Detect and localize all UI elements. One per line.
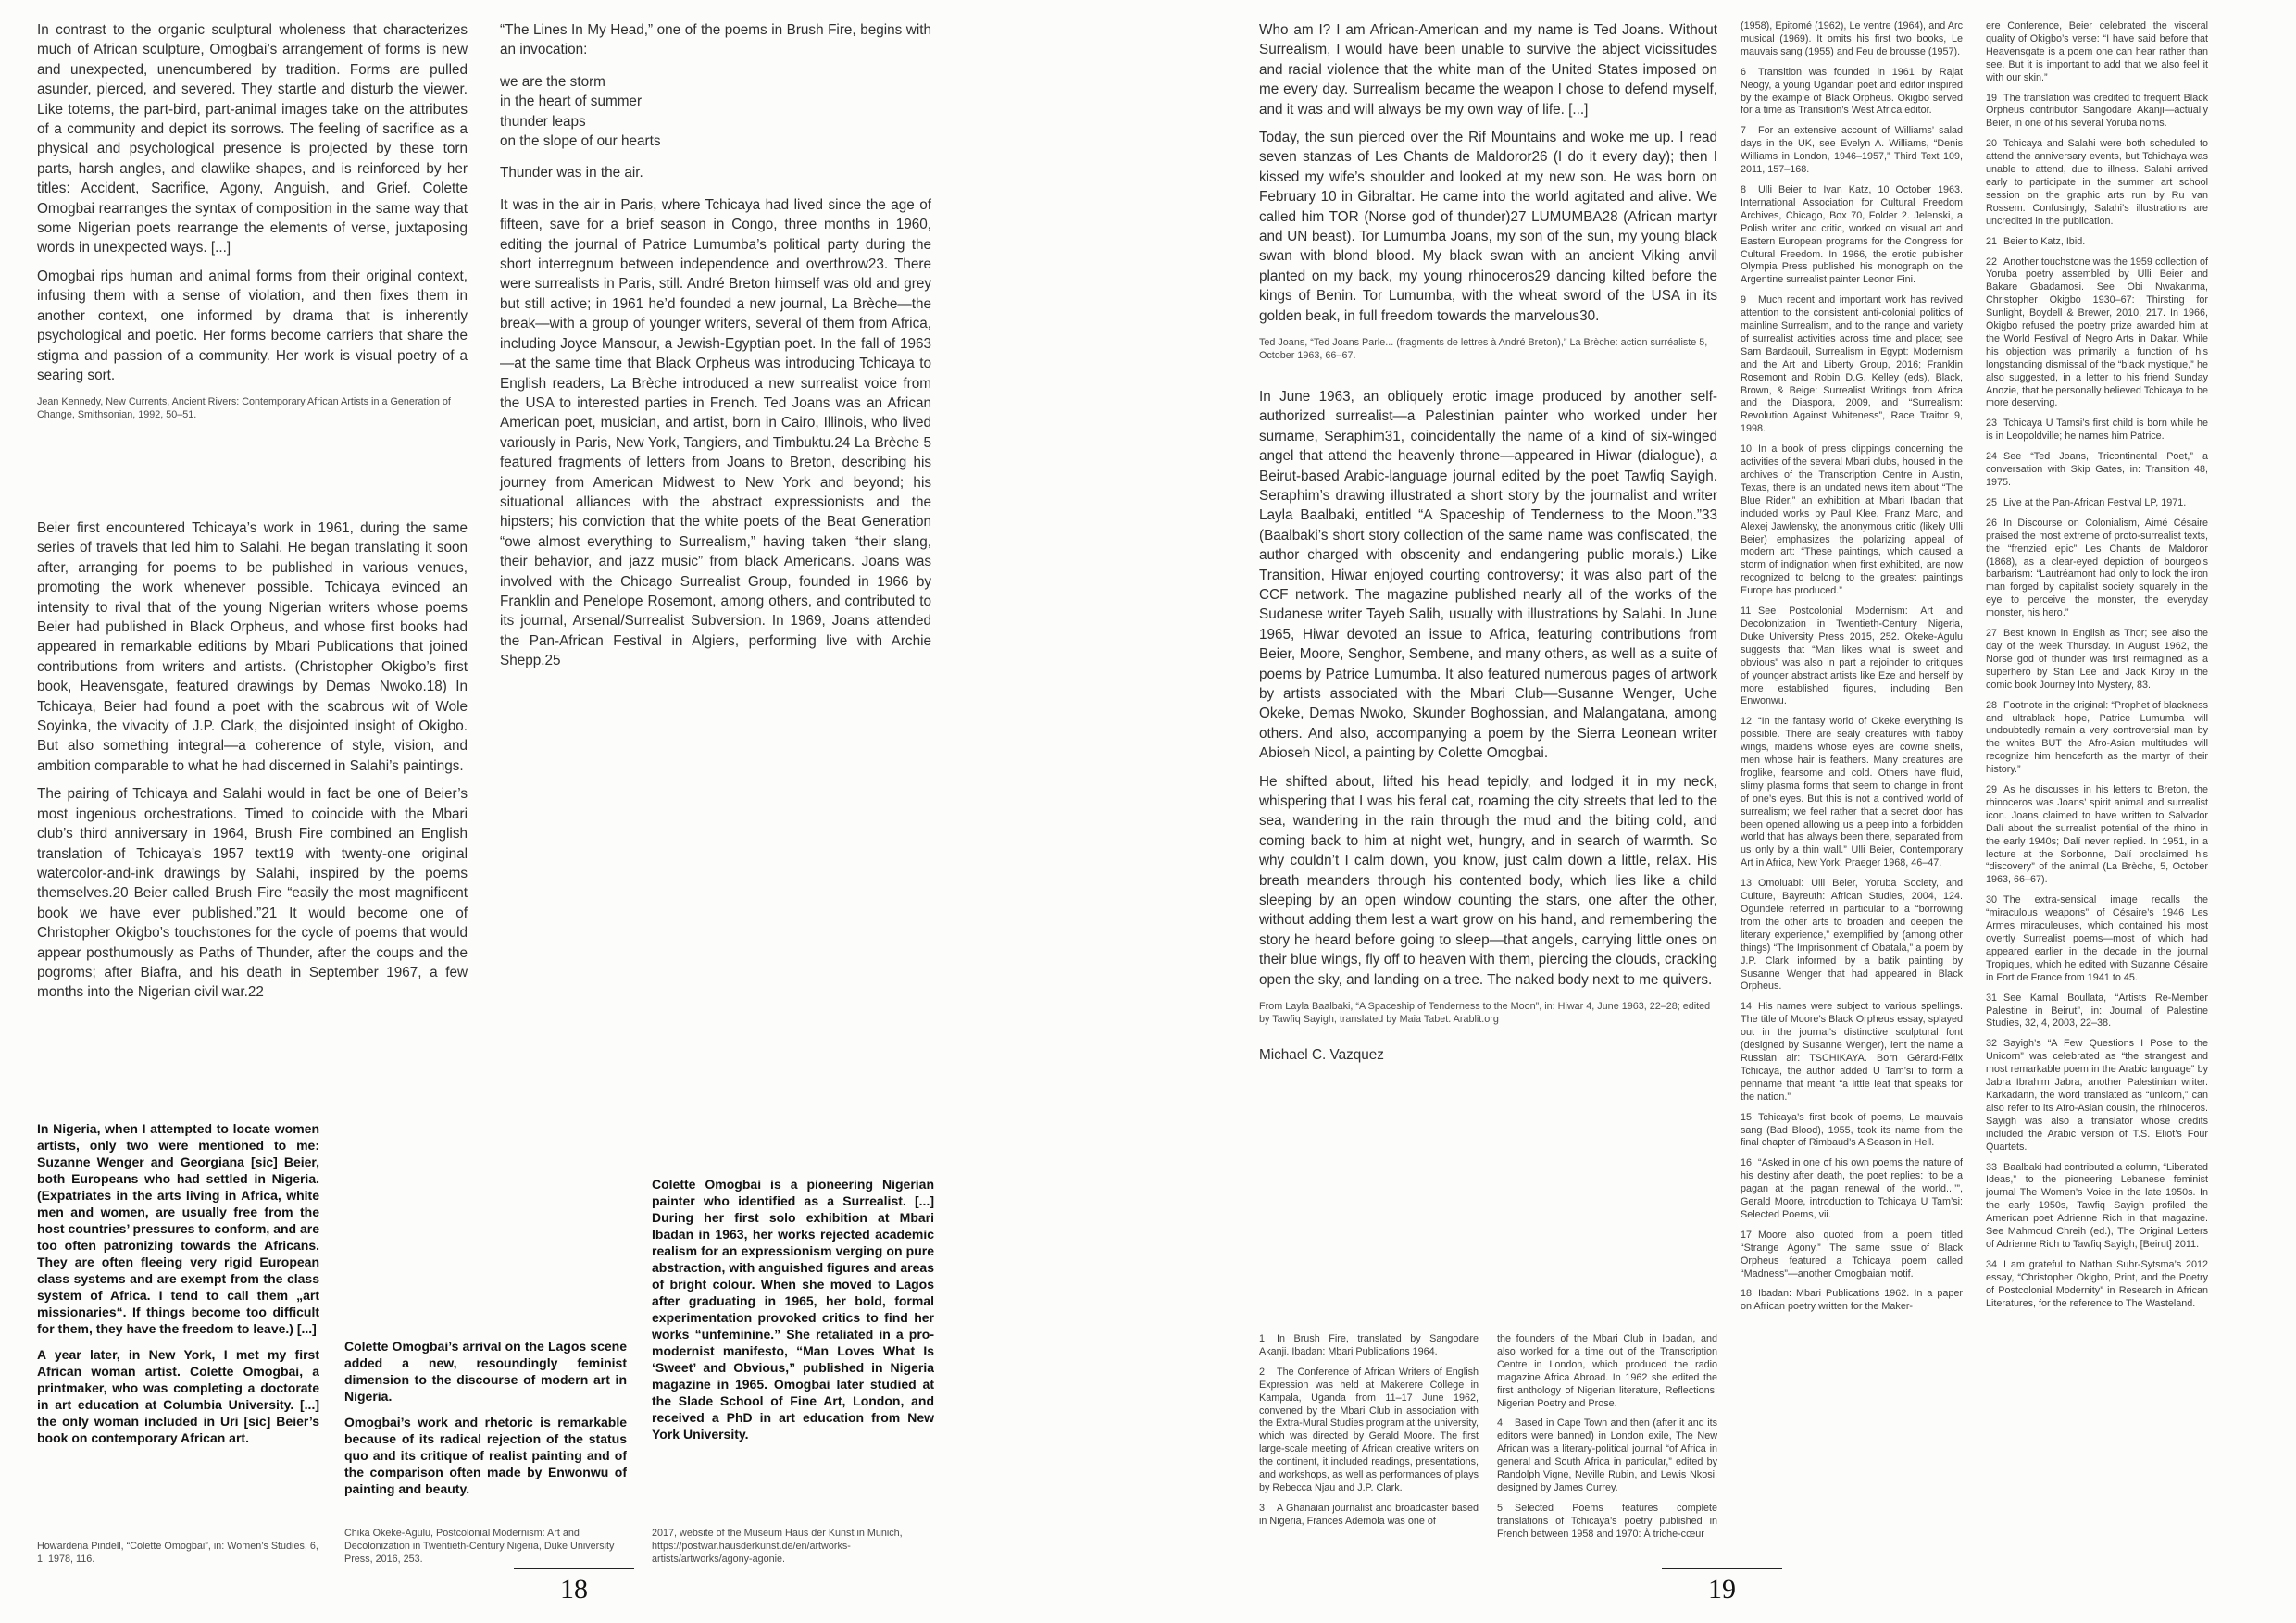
footnote (1741, 125, 1963, 177)
footnote-number: 21 (1986, 235, 1998, 247)
footnote-number: 5 (1497, 1502, 1504, 1514)
footnote-text: Beier to Katz, Ibid. (2003, 235, 2086, 247)
paragraph: In June 1963, an obliquely erotic image produced by another self-authorized surrealist—a Palestinian painter who worked under her surname, Seraphim31, coincidentally the name of a kind of six-winged angel that attend the heavenly throne—appeared in Hiwar (dialogue), a Beirut-based Arabic-language journal edited by the poet Tawfiq Sayigh. Seraphim’s drawing illustrated a short story by the journalist and writer Layla Baalbaki, entitled “A Spaceship of Tenderness to the Moon.”33 (Baalbaki’s short story collection of the same name was confiscated, the author charged with obscenity and endangering public morals.) Like Transition, Hiwar enjoyed courting controversy; it was also part of the CCF network. The magazine published nearly all of the works of the Sudanese writer Tayeb Salih, usually with illustrations by Salahi. In June 1965, Hiwar devoted an issue to Africa, featuring contributions from Beier, Moore, Senghor, Sembene, and many others, as well as a suite of poems by Patrice Lumumba. It also featured numerous pages of artwork by artists associated with the Mbari Club—Susanne Wenger, Uche Okeke, Demas Nwoko, Skunder Boghossian, and Malangatana, among others. And also, accompanying a poem by the Sierra Leonean writer Abioseh Nicol, a painting by Colette Omogbai. (1259, 388, 1717, 762)
footnote-text: ere Conference, Beier celebrated the visceral quality of Okigbo’s verse: “I have said before that Heavensgate is a poem one can hear rather than see. But it is important to add that we also feel it with our skin.” (1986, 20, 2208, 83)
p18-col1-paragraphs-b (37, 518, 468, 1003)
p18-col1-bottom (37, 518, 468, 1011)
pull-quote-paragraph: Colette Omogbai’s arrival on the Lagos scene added a new, resoundingly feminist dimension to the discourse of modern art in Nigeria. (344, 1339, 627, 1404)
footnote (1986, 497, 2208, 510)
p18-col1-paragraphs-a (37, 20, 468, 385)
page-number-19: 19 (1662, 1568, 1782, 1605)
kennedy-citation: Jean Kennedy, New Currents, Ancient Rivers: Contemporary African Artists in a Generation of Change, Smithsonian, 1992, 50–51. (37, 396, 451, 421)
footnote (1986, 993, 2208, 1031)
footnote (1741, 184, 1963, 287)
footnote (1986, 700, 2208, 777)
footnote-number: 16 (1741, 1157, 1753, 1169)
footnote-number: 33 (1986, 1161, 1998, 1173)
footnote-text: Omoluabi: Ulli Beier, Yoruba Society, and Culture, Bayreuth: African Studies, 2004, 124. Ogundele referred in particular to a “borrowing from the other arts to broaden and deepen the literary experience,” exemplified by (among other things) “The Imprisonment of Obatala,” a poem by J.P. Clark informed by a batik painting by Susanne Wenger that had appeared in Black Orpheus. (1741, 878, 1963, 993)
footnote-text: (1958), Epitomé (1962), Le ventre (1964), and Arc musical (1969). It omits his first two books, Le mauvais sang (1955) and Feu de brousse (1957). (1741, 20, 1963, 57)
paragraph: It was in the air in Paris, where Tchicaya had lived since the age of fifteen, save for a brief season in Congo, three months in 1960, editing the journal of Patrice Lumumba’s political party during the short interregnum between independence and overthrow23. There were surrealists in Paris, still. André Breton himself was old and grey but still active; in 1961 he’d founded a new journal, La Brèche—the break—with a group of younger writers, several of them from Africa, including Joyce Mansour, a Jewish-Egyptian poet. In the fall of 1963—at the same time that Black Orpheus was introducing Tchicaya to English readers, La Brèche introduced a new surrealist voice from the USA to interested parties in French. Ted Joans was an African American poet, musician, and artist, born in Cairo, Illinois, who lived variously in Paris, New York, Tangiers, and Timbuktu.24 La Brèche 5 featured fragments of letters from Joans to Breton, describing his journey from American Midwest to New York and beyond; his situational alliances with the abstract expressionists and the hipsters; his conviction that the white poets of the Beat Generation “owe almost everything to Surrealism,” having taken “their slang, their behavior, and jazz music” from black Americans. Joans was involved with the Chicago Surrealist Group, founded in 1966 by Franklin and Penelope Rosemont, among others, and contributed to its journal, Arsenal/Surrealist Subversion. In 1969, Joans attended the Pan-African Festival in Algiers, performing live with Archie Shepp.25 (500, 196, 931, 669)
pull-quote-paragraph: A year later, in New York, I met my first African woman artist. Colette Omogbai, a printmaker, who was completing a doctorate in art education at Columbia University. [...] the only woman included in Uri [sic] Beier’s book on contemporary African art. (37, 1347, 319, 1445)
poem-line: thunder leaps (500, 113, 586, 130)
interlude-line: Thunder was in the air. (500, 165, 643, 181)
footnotes-column-d (1986, 20, 2208, 1567)
footnote-number: 15 (1741, 1111, 1753, 1123)
footnote-text: “In the fantasy world of Okeke everything is possible. There are sealy creatures with flabby wings, maidens whose eyes are cowrie shells, men whose hair is feathers. Many creatures are froglike, fearsome and cold. Others have fluid, slimy plasma forms that seem to change in front of one’s eyes. But this is not a contrived world of surrealism; we feel rather that a secret door has been opened allowing us a peep into a forbidden world that has always been there, separated from us only by a thin wall.” Ulli Beier, Contemporary Art in Africa, New York: Praeger 1968, 46–47. (1741, 716, 1963, 869)
paragraph: In contrast to the organic sculptural wholeness that characterizes much of African sculpture, Omogbai’s arrangement of forms is new and unexpected, unencumbered by tradition. Forms are pulled asunder, pierced, and severed. They startle and disturb the viewer. Like totems, the part-bird, part-animal images take on the attributes of a community and depict its sorrows. The feeling of sacrifice as a physical and psychological presence is projected by these torn parts, harsh angles, and clawlike shapes, and is reinforced by her titles: Accident, Sacrifice, Agony, Anguish, and Grief. Colette Omogbai rearranges the syntax of composition in the same way that some Nigerian poets rearrange the elements of verse, juxtaposing words in unexpected ways. [...] (37, 22, 468, 256)
footnote-text: In Discourse on Colonialism, Aimé Césaire praised the most extreme of proto-surrealist texts, the “frenzied epic” Les Chants de Maldoror (1868), as a clear-eyed depiction of bourgeois barbarism: “Lautréamont had only to look the iron man forged by capitalist society squarely in the eye to perceive the monster, the everyday monster, his hero.” (1986, 517, 2208, 619)
pindell-citation: Howardena Pindell, “Colette Omogbai”, in: Women’s Studies, 6, 1, 1978, 116. (37, 1541, 318, 1566)
footnote (1741, 1288, 1963, 1314)
footnote-number: 8 (1741, 183, 1747, 195)
footnote-number: 23 (1986, 418, 1998, 430)
footnote (1986, 518, 2208, 620)
footnote-number: 13 (1741, 878, 1753, 890)
p19-main-paragraphs-a (1259, 20, 1717, 326)
p19-main-column (1259, 20, 1717, 1064)
footnote-number: 7 (1741, 125, 1747, 137)
footnote-number: 1 (1259, 1333, 1266, 1344)
poem-line: in the heart of summer (500, 94, 643, 110)
p19-main-paragraphs-b (1259, 387, 1717, 990)
footnote-text: Best known in English as Thor; see also the day of the week Thursday. In August 1962, the Norse god of thunder was first reimagined as a superhero by Stan Lee and Jack Kirby in the comic book Journey Into Mystery, 83. (1986, 628, 2208, 691)
ted-joans-citation: Ted Joans, “Ted Joans Parle... (fragments de lettres à André Breton),” La Brèche: action surréaliste 5, October 1963, 66–67. (1259, 337, 1708, 361)
footnotes-column-b (1497, 1333, 1717, 1567)
footnote-text: See “Ted Joans, Tricontinental Poet,” a conversation with Skip Gates, in: Transition 48, 1975. (1986, 451, 2208, 488)
poem-line: on the slope of our hearts (500, 133, 661, 150)
footnote-text: Tchicaya U Tamsi’s first child is born while he is in Leopoldville; he names him Patrice. (1986, 418, 2208, 443)
footnote (1741, 1001, 1963, 1104)
footnote-number: 9 (1741, 294, 1747, 306)
footnote-number: 27 (1986, 628, 1998, 640)
poem-line: we are the storm (500, 73, 605, 90)
footnote (1986, 256, 2208, 411)
pull-quote-paragraph: Omogbai’s work and rhetoric is remarkable because of its radical rejection of the status quo and its critique of realist painting and of the comparison often made by Enwonwu of painting and beauty. (344, 1415, 627, 1496)
footnote-number: 11 (1741, 606, 1752, 618)
author-byline: Michael C. Vazquez (1259, 1046, 1384, 1063)
footnote-text: Selected Poems features complete translations of Tchicaya’s poetry published in French between 1958 and 1970: À triche-cœur (1497, 1502, 1717, 1540)
footnote (1741, 1230, 1963, 1281)
footnote-text: Footnote in the original: “Prophet of blackness and ultrablack hope, Patrice Lumumba will undoubtedly remain a very controversial man by the whites BUT the Afro-Asian multitudes will recognize him henceforth as the martyr of their history.” (1986, 699, 2208, 776)
footnote-number: 22 (1986, 256, 1998, 268)
footnote (1986, 451, 2208, 490)
footnote (1986, 1038, 2208, 1154)
paragraph: Omogbai rips human and animal forms from their original context, infusing them with a sense of violation, and then fixes them in another context, one informed by drama that is inherently psychological and poetic. Her forms become carriers that share the stigma and passion of a community. Her work is visual poetry of a searing sort. (37, 268, 468, 383)
footnote (1986, 138, 2208, 228)
paragraph: Beier first encountered Tchicaya’s work in 1961, during the same series of travels that led him to Salahi. He began translating it soon after, arranging for poems to be published in various venues, promoting the work whenever possible. Tchicaya evinced an intensity to rival that of the young Nigerian writers whose poems Beier had published in Black Orpheus, and whose first books had appeared in remarkable editions by Mbari Publications that joined contributions from writers and artists. (Christopher Okigbo’s first book, Heavensgate, featured drawings by Demas Nwoko.18) In Tchicaya, Beier had found a poet with the scabrous wit of Wole Soyinka, the vivacity of J.P. Clark, the disjointed insight of Okigbo. But also something integral—a coherence of style, vision, and ambition comparable to what he had discerned in Salahi’s paintings. (37, 520, 468, 774)
okeke-agulu-citation: Chika Okeke-Agulu, Postcolonial Modernism: Art and Decolonization in Twentieth-Century Nigeria, Duke University Press, 2016, 253. (344, 1528, 615, 1566)
footnote-text: Sayigh’s “A Few Questions I Pose to the Unicorn” was celebrated as “the strangest and most remarkable poem in the Arabic language” by Jabra Ibrahim Jabra, another Palestinian writer. Karkadann, the word translated as “unicorn,” can also refer to its Afro-Asian cousin, the rhinoceros. Sayigh was also a translator whose credits included the Arabic version of T.S. Eliot’s Four Quartets. (1986, 1038, 2208, 1153)
paragraph: The pairing of Tchicaya and Salahi would in fact be one of Beier’s most ingenious orchestrations. Timed to coincide with the Mbari club’s third anniversary in 1964, Brush Fire combined an English translation of Tchicaya’s 1957 text19 with twenty-one original watercolor-and-ink drawings by Salahi, inspired by the poems themselves.20 Beier called Brush Fire “easily the most magnificent book we have ever published.”21 It would become one of Christopher Okigbo’s touchstones for the cycle of poems that would appear posthumously as Paths of Thunder, after the coups and the pogroms; after Biafra, and his death in September 1967, a few months into the Nigerian civil war.22 (37, 786, 468, 1001)
footnote (1986, 894, 2208, 984)
footnote (1986, 418, 2208, 443)
footnote-text: Based in Cape Town and then (after it and its editors were banned) in London exile, The New African was a literary-political journal “of Africa in general and South Africa in particular,” edited by Randolph Vigne, Neville Rubin, and Lewis Nkosi, designed by James Currey. (1497, 1417, 1717, 1493)
footnote-number: 3 (1259, 1502, 1266, 1514)
footnote-number: 4 (1497, 1417, 1504, 1429)
footnote (1986, 236, 2208, 249)
footnotes-column-c (1741, 20, 1963, 1567)
pull-quote-haus-der-kunst (652, 1176, 934, 1567)
footnote-number: 29 (1986, 784, 1998, 796)
footnote (1259, 1367, 1479, 1495)
footnote-number: 12 (1741, 716, 1753, 728)
footnote-text: Tchicaya and Salahi were both scheduled to attend the anniversary events, but Tchichaya was unable to attend, due to illness. Salahi arrived early to participate in the summer art school session on the graphic arts run by Ru van Rossem. Confusingly, Salahi’s illustrations are uncredited in the publication. (1986, 138, 2208, 227)
paragraph: Who am I? I am African-American and my name is Ted Joans. Without Surrealism, I would have been unable to survive the abject vicissitudes and racial violence that the white man of the United States imposed on me every day. Surrealism became the weapon I chose to defend myself, and it was and will always be my own way of life. [...] (1259, 22, 1717, 118)
footnote-text: The Conference of African Writers of English Expression was held at Makerere College in Kampala, Uganda from 11–17 June 1962, convened by the Mbari Club in association with the Extra-Mural Studies program at the university, which was directed by Gerald Moore. The first large-scale meeting of African creative writers on the continent, it included readings, presentations, and workshops, as well as performances of plays by Rebecca Njau and J.P. Clark. (1259, 1366, 1479, 1493)
footnote (1497, 1417, 1717, 1494)
footnote-number: 34 (1986, 1258, 1998, 1270)
footnote-text: “Asked in one of his own poems the nature of his destiny after death, the poet replies: ‘to be a pagan at the pagan renewal of the world...’”, Gerald Moore, introduction to Tchicaya U Tam’si: Selected Poems, vii. (1741, 1157, 1963, 1220)
footnote-text: The translation was credited to frequent Black Orpheus contributor Sangodare Akanji—actually Beier, in one of his several Yoruba noms. (1986, 92, 2208, 130)
footnote (1986, 93, 2208, 131)
footnote (1741, 1112, 1963, 1151)
footnote-text: Much recent and important work has revived attention to the consistent anti-colonial politics of mainline Surrealism, and to the range and variety of surrealist activities across time and place; see Sam Bardaouil, Surrealism in Egypt: Modernism and the Art and Liberty Group, 2016; Franklin Rosemont and Robin D.G. Kelley (eds), Black, Brown, & Beige: Surrealist Writings from Africa and the Diaspora, 2009, and “Surrealism: Revolution Against Whiteness”, Race Traitor 9, 1998. (1741, 294, 1963, 435)
footnote-number: 25 (1986, 496, 1998, 508)
p18-col1-top (37, 20, 468, 422)
footnote (1741, 20, 1963, 59)
pull-quote-okeke-paragraphs (344, 1338, 627, 1506)
pull-quote-paragraph: In Nigeria, when I attempted to locate women artists, only two were mentioned to me: Suzanne Wenger and Georgiana [sic] Beier, both Europeans who had settled in Nigeria. (Expatriates in the arts living in Africa, white men and women, are usually free from the host countries’ pressures to conform, and are too often patronizing towards the Africans. They are often fleeing very rigid European class systems and are exempt from the class system of Africa. I tend to call them „art missionaries“. If things become too difficult for them, they have the freedom to leave.) [...] (37, 1121, 319, 1336)
footnote (1986, 628, 2208, 693)
page-number-18: 18 (514, 1568, 634, 1605)
footnote-text: See Postcolonial Modernism: Art and Decolonization in Twentieth-Century Nigeria, Duke University Press 2015, 252. Okeke-Agulu suggests that “Man likes what is sweet and obvious” was also in part a rejoinder to critiques of younger abstract artists like Eze and herself by more established figures, including Ben Enwonwu. (1741, 606, 1963, 707)
pull-quote-paragraph: Colette Omogbai is a pioneering Nigerian painter who identified as a Surrealist. [...] During her first solo exhibition at Mbari Ibadan in 1963, her works rejected academic realism for an expressionism verging on pure abstraction, with anguished figures and areas of bright colour. When she moved to Lagos after graduating in 1965, her bold, formal experimentation provoked critics to find her works “unfeminine.” She retaliated in a pro-modernist manifesto, “Man Loves What Is ‘Sweet’ and Obvious,” published in Nigeria magazine in 1965. Omogbai later studied at the Slade School of Fine Art, London, and received a PhD in art education from New York University. (652, 1177, 934, 1442)
footnote (1497, 1503, 1717, 1542)
footnote-number: 28 (1986, 699, 1998, 711)
footnotes-column-a (1259, 1333, 1479, 1567)
pull-quote-okeke-agulu (344, 1338, 627, 1567)
footnote-text: As he discusses in his letters to Breton, the rhinoceros was Joans’ spirit animal and surrealist icon. Joans claimed to have written to Salvador Dalí about the surrealist potential of the rhino in the early 1940s; Dalí never replied. In 1951, in a lecture at the Sorbonne, Dalí proclaimed his “discovery” of the animal (La Brèche, 5, October 1963, 66–67). (1986, 784, 2208, 886)
footnote (1259, 1333, 1479, 1359)
baalbaki-citation: From Layla Baalbaki, “A Spaceship of Tenderness to the Moon”, in: Hiwar 4, June 1963, 22–28; edited by Tawfiq Sayigh, translated by Maia Tabet. Arablit.org (1259, 1001, 1711, 1025)
footnote-text: A Ghanaian journalist and broadcaster based in Nigeria, Frances Ademola was one of (1259, 1502, 1479, 1527)
footnote-number: 19 (1986, 92, 1998, 104)
footnote-number: 26 (1986, 517, 1998, 529)
pull-quote-pindell-paragraphs (37, 1120, 319, 1455)
poem-intro: “The Lines In My Head,” one of the poems in Brush Fire, begins with an invocation: (500, 22, 931, 58)
footnote-text: See Kamal Boullata, “Artists Re-Member Palestine in Beirut”, in: Journal of Palestine Studies, 32, 4, 2003, 22–38. (1986, 992, 2208, 1030)
poem-invocation (500, 72, 931, 152)
footnote-number: 10 (1741, 443, 1753, 456)
footnote-number: 20 (1986, 138, 1998, 150)
footnote-text: the founders of the Mbari Club in Ibadan, and also worked for a time out of the Transcription Centre in London, which produced the radio magazine Africa Abroad. In 1962 she edited the first anthology of Nigerian literature, Reflections: Nigerian Poetry and Prose. (1497, 1333, 1717, 1409)
page-19 (1148, 0, 2296, 1623)
footnote-text: His names were subject to various spellings. The title of Moore’s Black Orpheus essay, splayed out in the journal’s distinctive sculptural font (designed by Susanne Wenger), lent the name a Russian air: TSCHIKAYA. Born Gérard-Félix Tchicaya, the author added U Tam’si to form a penname that meant “a little leaf that speaks for the nation.” (1741, 1001, 1963, 1103)
footnote-text: Ibadan: Mbari Publications 1962. In a paper on African poetry written for the Maker- (1741, 1288, 1963, 1313)
footnote-number: 18 (1741, 1288, 1753, 1300)
footnote (1986, 1162, 2208, 1252)
footnote-text: In a book of press clippings concerning the activities of the several Mbari clubs, housed in the archives of the Transcription Centre in Austin, Texas, there is an undated news item about “The Blue Rider,” an exhibition at Mbari Ibadan that included works by Paul Klee, Franz Marc, and Alexej Jawlensky, the anonymous critic (likely Ulli Beier) emphasizes the polarizing appeal of modern art: “These paintings, which caused a storm of indignation when first exhibited, are now recognized to belong to the greatest paintings Europe has produced.” (1741, 443, 1963, 597)
footnote (1259, 1503, 1479, 1529)
footnote-text: Baalbaki had contributed a column, “Liberated Ideas,” to the pioneering Lebanese feminist journal The Women’s Voice in the late 1950s. In the early 1950s, Tawfiq Sayigh profiled the American poet Adrienne Rich in that magazine. See Mahmoud Chreih (ed.), The Original Letters of Adrienne Rich to Tawfiq Sayigh, [Beirut] 2011. (1986, 1161, 2208, 1250)
footnote-text: In Brush Fire, translated by Sangodare Akanji. Ibadan: Mbari Publications 1964. (1259, 1333, 1479, 1357)
footnote-text: I am grateful to Nathan Suhr-Sytsma’s 2012 essay, “Christopher Okigbo, Print, and the Poetry of Postcolonial Modernity” in Research in African Literatures, for the reference to The Wasteland. (1986, 1258, 2208, 1309)
footnote-text: Transition was founded in 1961 by Rajat Neogy, a young Ugandan poet and editor inspired by the example of Black Orpheus. Okigbo served for a time as Transition’s West Africa editor. (1741, 66, 1963, 117)
footnote-text: Another touchstone was the 1959 collection of Yoruba poetry assembled by Ulli Beier and Bakare Gbadamosi. See Obi Nwakanma, Christopher Okigbo 1930–67: Thirsting for Sunlight, Boydell & Brewer, 2010, 217. In 1966, Okigbo refused the poetry prize awarded him at the World Festival of Negro Arts in Dakar. While his objection was primarily a function of his longstanding dismissal of the “black mystique,” he also suggested, in a letter to his friend Sunday Anozie, that he personally believed Tchicaya to be more deserving. (1986, 256, 2208, 409)
footnote (1497, 1333, 1717, 1410)
footnote-text: Tchicaya’s first book of poems, Le mauvais sang (Bad Blood), 1955, took its name from the final chapter of Rimbaud’s A Season in Hell. (1741, 1111, 1963, 1149)
paragraph: He shifted about, lifted his head tepidly, and lodged it in my neck, whispering that I was his feral cat, roaming the city streets that led to the sea, wandering in the rain through the mud and the biting cold, and coming back to him at night wet, hungry, and in search of warmth. So why couldn’t I calm down, you know, just calm down a little, relax. His breath meanders through his contented body, which lies like a child sleeping by an open window counting the stars, one after the other, without adding them lest a wart grow on his hand, and remembering the story he heard before going to sleep—that angels, carrying little ones on their blue wings, fly off to heaven with them, piercing the clouds, cracking open the sky, and landing on a tree. The naked body next to me quivers. (1259, 773, 1717, 988)
footnote-text: Live at the Pan-African Festival LP, 1971. (2003, 496, 2187, 508)
footnote-number: 14 (1741, 1001, 1753, 1013)
footnote-text: The extra-sensical image recalls the “miraculous weapons” of Césaire’s 1946 Les Armes miraculeuses, which contained his most overtly Surrealist poems—most of which had appeared earlier in the decade in the journal Tropiques, which he edited with Suzanne Césaire in Fort de France from 1941 to 45. (1986, 894, 2208, 983)
footnote (1741, 716, 1963, 870)
pull-quote-pindell (37, 1120, 319, 1567)
paragraph: Today, the sun pierced over the Rif Mountains and woke me up. I read seven stanzas of Les Chants de Maldoror26 (I do it every day); then I kissed my wife’s shoulder and looked at my new son. He was born on February 10 in Gibraltar. He came into the world agitated and alive. We called him TOR (Norse god of thunder)27 LUMUMBA28 (African martyr and UN beast). Tor Lumumba Joans, my son of the sun, my young black swan with blond blood. My black swan with an ancient Viking anvil planted on my back, my young rhinoceros29 dancing kilted before the kings of Benin. Tor Lumumba, with the wheat sword of the USA in its golden beak, in full freedom towards the marvelous30. (1259, 130, 1717, 324)
p18-col2 (500, 20, 931, 680)
footnote (1986, 20, 2208, 85)
footnote-text: Ulli Beier to Ivan Katz, 10 October 1963. International Association for Cultural Freedom Archives, Chicago, Box 70, Folder 2. Jelenski, a Polish writer and critic, worked on visual art and Eastern European programs for the Congress for Cultural Freedom. In 1966, the erotic publisher Olympia Press published his monograph on the Argentine surrealist painter Leonor Fini. (1741, 183, 1963, 286)
haus-der-kunst-citation: 2017, website of the Museum Haus der Kunst in Munich, https://postwar.hausderkunst.de/en/artworks-artists/artworks/agony-agonie. (652, 1528, 903, 1566)
footnote-number: 6 (1741, 66, 1747, 78)
footnote-number: 24 (1986, 451, 1998, 463)
footnote-number: 31 (1986, 992, 1998, 1004)
p18-col2-paragraphs (500, 195, 931, 671)
footnote (1986, 1259, 2208, 1311)
footnote (1741, 67, 1963, 119)
footnote-text: Moore also quoted from a poem titled “Strange Agony.” The same issue of Black Orpheus featured a Tchicaya poem called “Madness”—another Omogbaian motif. (1741, 1229, 1963, 1280)
footnote-number: 2 (1259, 1366, 1266, 1378)
footnote (1741, 878, 1963, 993)
pull-quote-hdk-paragraphs (652, 1176, 934, 1452)
footnote-number: 30 (1986, 894, 1998, 906)
footnote-text: For an extensive account of Williams’ salad days in the UK, see Evelyn A. Williams, “Denis Williams in London, 1946–1957,” Third Text 109, 2011, 157–168. (1741, 125, 1963, 176)
footnote (1741, 443, 1963, 598)
footnote (1741, 606, 1963, 708)
footnote (1741, 294, 1963, 436)
footnote-number: 32 (1986, 1038, 1998, 1050)
footnote-number: 17 (1741, 1229, 1753, 1241)
footnote (1741, 1157, 1963, 1222)
footnote (1986, 784, 2208, 887)
